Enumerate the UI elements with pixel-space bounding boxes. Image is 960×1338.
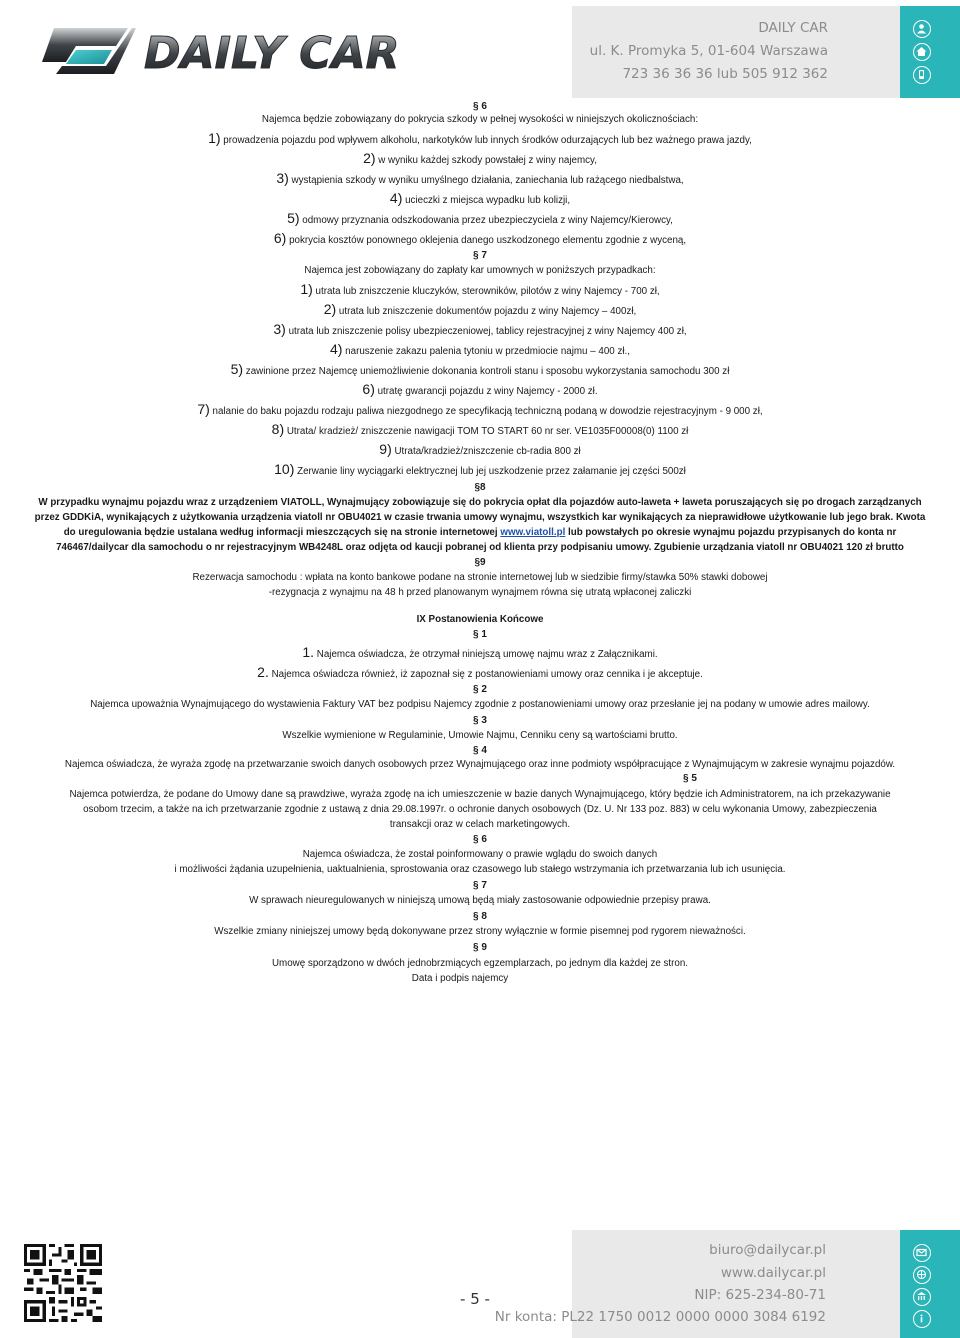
text-line: [0, 818, 960, 831]
section-mark: [0, 628, 960, 641]
text-line: [0, 613, 960, 626]
line-text: § 6: [473, 101, 487, 112]
text-line: [0, 212, 960, 227]
footer-website[interactable]: www.dailycar.pl: [720, 1265, 826, 1281]
line-text: § 7: [473, 250, 487, 261]
text-line: [0, 698, 960, 711]
line-text: § 2: [473, 684, 487, 695]
line-text: Najemca oświadcza również, iż zapoznał się z postanowieniami umowy oraz cennika i je akceptuje.: [268, 669, 703, 680]
line-text: Najemca potwierdza, że podane do Umowy dane są prawdziwe, wyraża zgodę na ich umieszczenie w bazie danych Wynajmującego, który będzie ich Administratorem, na ich przekazywanie: [69, 789, 891, 800]
line-text: Data i podpis najemcy: [411, 973, 509, 984]
line-text: Umowę sporządzono w dwóch jednobrzmiących egzemplarzach, po jednym dla każdej ze stron.: [271, 958, 689, 969]
section-mark: [0, 714, 960, 727]
line-text: Wszelkie zmiany niniejszej umowy będą dokonywane przez strony wyłącznie w formie pisemnej pod rygorem nieważności.: [214, 926, 746, 937]
section-mark: [0, 744, 960, 757]
viatoll-link[interactable]: www.viatoll.pl: [500, 527, 566, 538]
text-line: [0, 403, 960, 418]
text-line: [0, 303, 960, 318]
line-text: § 8: [473, 911, 487, 922]
text-line: [0, 383, 960, 398]
text-line: [0, 172, 960, 187]
text-line: [0, 972, 940, 985]
line-text: Utrata/ kradzież/ zniszczenie nawigacji TOM TO START 60 nr ser. VE1035F00008(0) 1100 zł: [284, 426, 689, 437]
company-phones: 723 36 36 36 lub 505 912 362: [622, 66, 828, 82]
item-number: 1): [208, 130, 221, 146]
text-line: [0, 729, 960, 742]
section-mark: [0, 910, 960, 923]
item-number: 8): [271, 421, 285, 437]
item-number: 1): [300, 281, 313, 297]
page-number: - 5 -: [460, 1290, 490, 1308]
line-text: ucieczki z miejsca wypadku lub kolizji,: [402, 195, 571, 206]
user-icon: [913, 20, 931, 38]
line-text: pokrycia kosztów ponownego oklejenia danego uszkodzonego elementu zgodnie z wyceną,: [286, 235, 687, 246]
line-text: w wyniku każdej szkody powstałej z winy najemcy,: [375, 155, 597, 166]
text-line: [0, 511, 960, 524]
phone-icon: [913, 66, 931, 84]
section-mark: [0, 879, 960, 892]
company-name: DAILY CAR: [758, 20, 828, 36]
item-number: 1.: [302, 644, 315, 660]
text-line: [0, 646, 960, 661]
line-text: Wszelkie wymienione w Regulaminie, Umowie Najmu, Cenniku ceny są wartościami brutto.: [282, 730, 678, 741]
text-line: [0, 526, 960, 539]
item-number: 4): [389, 190, 403, 206]
section-mark: [0, 481, 960, 494]
item-number: 10): [274, 461, 295, 477]
item-number: 2.: [257, 664, 269, 680]
text-line: [0, 758, 960, 771]
footer-nip: NIP: 625-234-80-71: [694, 1287, 826, 1303]
line-text: 746467/dailycar dla samochodu o nr rejestracyjnym WB4248L oraz odjęta od kaucji pobranej od klienta przy podpisaniu umowy. Zgubienie urządzania viatoll nr OBU4021 120 zł brutto: [56, 542, 904, 553]
line-text: Najemca będzie zobowiązany do pokrycia szkody w pełnej wysokości w niniejszych okolicznościach:: [261, 114, 699, 125]
line-text: transakcji oraz w celach marketingowych.: [389, 819, 571, 830]
text-line: [0, 496, 960, 509]
line-text: § 4: [473, 745, 487, 756]
line-text: prowadzenia pojazdu pod wpływem alkoholu, narkotyków lub innych środków odurzających lub bez ważnego prawa jazdy,: [220, 135, 752, 146]
line-text: naruszenie zakazu palenia tytoniu w przedmiocie najmu – 400 zł.,: [342, 346, 630, 357]
line-text: § 3: [473, 715, 487, 726]
line-text: odmowy przyznania odszkodowania przez ubezpieczyciela z winy Najemcy/Kierowcy,: [299, 215, 673, 226]
line-text: Rezerwacja samochodu : wpłata na konto bankowe podane na stronie internetowej lub w siedzibie firmy/stawka 50% stawki dobowej: [192, 572, 768, 583]
line-text: § 6: [473, 834, 487, 845]
line-text: lub powstałych po okresie wynajmu pojazdu przypisanych do konta nr: [565, 527, 897, 538]
line-text: -rezygnacja z wynajmu na 48 h przed planowanym wynajmem równa się utratą wpłaconej zaliczki: [268, 587, 692, 598]
line-text: § 1: [473, 629, 487, 640]
text-line: [0, 957, 960, 970]
section-mark: [0, 941, 960, 954]
line-text: utrata lub zniszczenie polisy ubezpieczeniowej, tablicy rejestracyjnej z winy Najemcy 400 zł,: [285, 326, 687, 337]
info-icon: [913, 1310, 931, 1328]
section-mark: [0, 556, 960, 569]
text-line: [0, 264, 960, 277]
section-mark: [210, 772, 960, 785]
line-text: Najemca oświadcza, że został poinformowany o prawie wglądu do swoich danych: [302, 849, 658, 860]
text-line: [0, 788, 960, 801]
line-text: wystąpienia szkody w wyniku umyślnego działania, zaniechania lub rażącego niedbalstwa,: [288, 175, 684, 186]
item-number: 6): [362, 381, 375, 397]
text-line: [0, 863, 960, 876]
text-line: [0, 283, 960, 298]
building-icon: [913, 1288, 931, 1306]
item-number: 4): [330, 341, 343, 357]
text-line: [0, 343, 960, 358]
line-text: zawinione przez Najemcę uniemożliwienie dokonania kontroli stanu i sposobu wykorzystania samochodu 300 zł: [243, 366, 730, 377]
text-line: [0, 463, 960, 478]
text-line: [0, 152, 960, 167]
daily-car-logo: [36, 22, 476, 82]
line-text: Najemca upoważnia Wynajmującego do wystawienia Faktury VAT bez podpisu Najemcy zgodnie z postanowieniami umowy oraz przesłanie jej na podany w umowie adres mailowy.: [90, 699, 870, 710]
line-text: osobom trzecim, a także na ich przetwarzanie zgodnie z ustawą z dnia 29.08.1997r. o ochronie danych osobowych (Dz. U. Nr 133 poz. 883) w celu wykonania Umowy, zabezpieczenia: [83, 804, 877, 815]
text-line: [0, 423, 960, 438]
line-text: i możliwości żądania uzupełnienia, uaktualnienia, sprostowania oraz czasowego lub stałego wstrzymania ich przetwarzania lub ich usunięcia.: [174, 864, 786, 875]
home-icon: [913, 43, 931, 61]
mail-icon: [913, 1244, 931, 1262]
footer-email[interactable]: biuro@dailycar.pl: [709, 1242, 826, 1258]
text-line: [0, 848, 960, 861]
text-line: [0, 803, 960, 816]
item-number: 5): [230, 361, 244, 377]
item-number: 2): [363, 150, 376, 166]
section-mark: [0, 249, 960, 262]
text-line: [0, 586, 960, 599]
line-text: Najemca oświadcza, że otrzymał niniejszą umowę najmu wraz z Załącznikami.: [314, 649, 658, 660]
line-text: § 9: [473, 942, 487, 953]
item-number: 9): [379, 441, 392, 457]
section-mark: [0, 683, 960, 696]
line-text: do uregulowania będzie ustalana według informacji mieszczących się na stronie internetowej: [63, 527, 501, 538]
item-number: 7): [197, 401, 210, 417]
page-header: [0, 0, 960, 98]
footer-contact-panel: [494, 1230, 900, 1338]
header-contact-panel: [572, 6, 900, 98]
line-text: IX Postanowienia Końcowe: [416, 614, 544, 625]
text-line: [0, 571, 960, 584]
line-text: Najemca oświadcza, że wyraża zgodę na przetwarzanie swoich danych osobowych przez Wynajmującego oraz inne podmioty współpracujące z Wynajmującym w zakresie wynajmu pojazdów.: [64, 759, 896, 770]
text-line: [0, 894, 960, 907]
text-line: [0, 666, 960, 681]
text-line: [0, 925, 960, 938]
item-number: 3): [273, 321, 286, 337]
line-text: nalanie do baku pojazdu rodzaju paliwa niezgodnego ze specyfikacją techniczną podaną w dowodzie rejestracyjnym - 9 000 zł,: [209, 406, 763, 417]
item-number: 3): [276, 170, 289, 186]
qr-code: [24, 1244, 102, 1322]
footer-bank-account: Nr konta: PL22 1750 0012 0000 0000 3084 6192: [494, 1309, 826, 1325]
text-line: [0, 192, 960, 207]
line-text: §8: [474, 482, 486, 493]
line-text: utrata lub zniszczenie kluczyków, sterowników, pilotów z winy Najemcy - 700 zł,: [312, 286, 660, 297]
line-text: utrata lub zniszczenie dokumentów pojazdu z winy Najemcy – 400zł,: [336, 306, 637, 317]
text-line: [0, 232, 960, 247]
text-line: [0, 113, 960, 126]
text-line: [0, 541, 960, 554]
line-text: utratę gwarancji pojazdu z winy Najemcy - 2000 zł.: [374, 386, 598, 397]
item-number: 5): [287, 210, 300, 226]
line-text: §9: [474, 557, 486, 568]
line-text: Zerwanie liny wyciągarki elektrycznej lub jej uszkodzenie przez załamanie jej części 500zł: [294, 466, 686, 477]
text-line: [0, 443, 960, 458]
globe-icon: [913, 1266, 931, 1284]
text-line: [0, 132, 960, 147]
line-text: Utrata/kradzież/zniszczenie cb-radia 800 zł: [391, 446, 581, 457]
logo-text: DAILY CAR: [144, 28, 400, 79]
line-text: W sprawach nieuregulowanych w niniejszą umową będą miały zastosowanie odpowiednie przepisy prawa.: [249, 895, 711, 906]
section-mark: [0, 100, 960, 113]
company-address: ul. K. Promyka 5, 01-604 Warszawa: [589, 43, 828, 59]
text-line: [0, 323, 960, 338]
line-text: Najemca jest zobowiązany do zapłaty kar umownych w poniższych przypadkach:: [304, 265, 656, 276]
line-text: przez GDDKiA, wynikających z użytkowania urządzenia viatoll nr OBU4021 w czasie trwania umowy wynajmu, wszystkich kar wynikających za nieprawidłowe użytkowanie lub jego brak. Kwota: [34, 512, 926, 523]
line-text: § 7: [473, 880, 487, 891]
line-text: W przypadku wynajmu pojazdu wraz z urządzeniem VIATOLL, Wynajmujący zobowiązuje się do pokrycia opłat dla pojazdów auto-laweta + laweta poruszających się po drogach zarządzanych: [38, 497, 922, 508]
item-number: 6): [273, 230, 287, 246]
item-number: 2): [323, 301, 337, 317]
text-line: [0, 363, 960, 378]
section-mark: [0, 833, 960, 846]
line-text: § 5: [683, 773, 697, 784]
